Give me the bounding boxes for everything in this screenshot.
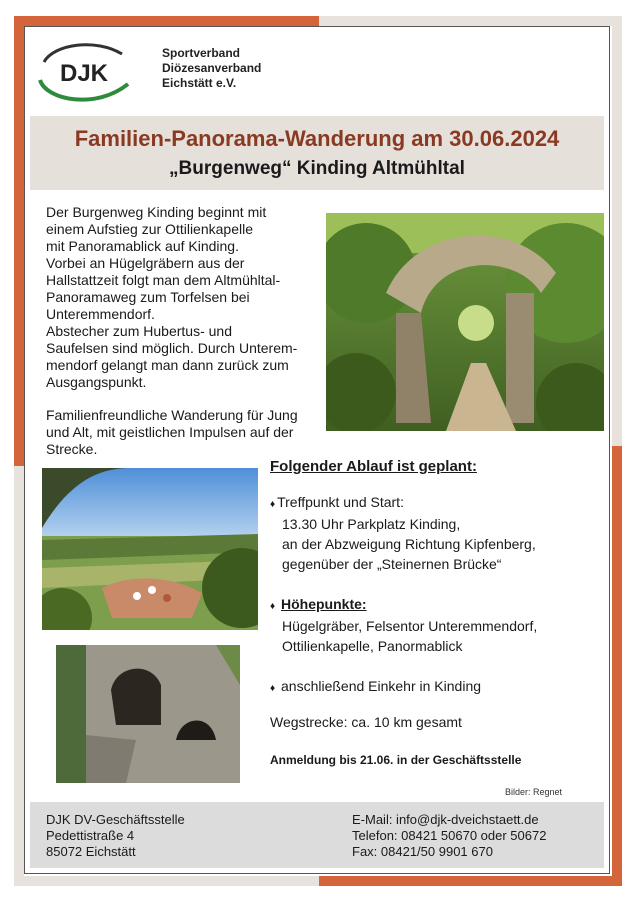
frame-bar-top-left xyxy=(14,16,319,26)
highlights-line: Ottilienkapelle, Panormablick xyxy=(282,638,463,654)
frame-bar-bottom-right xyxy=(319,876,622,886)
intro-line: Ausgangspunkt. xyxy=(46,374,147,390)
intro-line: mit Panoramablick auf Kinding. xyxy=(46,238,239,254)
schedule-heading: Folgender Ablauf ist geplant: xyxy=(270,458,477,475)
address-line: 85072 Eichstätt xyxy=(46,844,136,859)
intro-line: einem Aufstieg zur Ottilienkapelle xyxy=(46,221,253,237)
meeting-line: an der Abzweigung Richtung Kipfenberg, xyxy=(282,536,536,552)
photo-stone-arch-icon xyxy=(326,213,604,431)
bullet-diamond-icon: ♦ xyxy=(270,601,276,612)
after-event: ♦ anschließend Einkehr in Kinding xyxy=(270,678,482,694)
intro-line: Saufelsen sind möglich. Durch Unterem- xyxy=(46,340,298,356)
meeting-title: Treffpunkt und Start: xyxy=(277,494,404,510)
highlights-line: Hügelgräber, Felsentor Unteremmendorf, xyxy=(282,618,538,634)
contact-footer xyxy=(30,802,604,868)
highlights xyxy=(270,596,537,655)
event-title: Familien-Panorama-Wanderung am 30.06.2024 xyxy=(74,126,560,151)
intro-paragraph-2 xyxy=(46,407,318,458)
distance: Wegstrecke: ca. 10 km gesamt xyxy=(270,714,462,730)
address-line: Pedettistraße 4 xyxy=(46,828,135,843)
intro-line: und Alt, mit geistlichen Impulsen auf der xyxy=(46,424,294,440)
registration-deadline: Anmeldung bis 21.06. in der Geschäftsstelle xyxy=(270,753,522,767)
organization-name xyxy=(162,46,261,91)
phone-line: Telefon: 08421 50670 oder 50672 xyxy=(352,828,547,843)
event-subtitle: „Burgenweg“ Kinding Altmühltal xyxy=(169,158,465,179)
org-line-1: Sportverband xyxy=(162,46,241,60)
frame-bar-left-bottom xyxy=(14,466,24,886)
address-line: DJK DV-Geschäftsstelle xyxy=(46,812,185,827)
intro-text xyxy=(46,204,318,458)
bullet-diamond-icon: ♦ xyxy=(270,683,276,694)
logo-text: DJK xyxy=(60,60,109,87)
org-line-2: Diözesanverband xyxy=(162,61,262,75)
photo-cave-rock-icon xyxy=(56,645,240,783)
intro-paragraph-1 xyxy=(46,204,318,391)
address-block xyxy=(46,812,185,860)
meeting-point xyxy=(270,494,536,573)
fax-line: Fax: 08421/50 9901 670 xyxy=(352,844,493,859)
intro-line: Familienfreundliche Wanderung für Jung xyxy=(46,407,298,423)
intro-line: Panoramaweg zum Torfelsen bei xyxy=(46,289,250,305)
intro-line: Hallstattzeit folgt man dem Altmühltal- xyxy=(46,272,281,288)
bullet-diamond-icon: ♦ xyxy=(270,499,276,510)
frame-bar-right-bottom xyxy=(612,446,622,886)
frame-bar-top-right xyxy=(319,16,622,26)
photo-village-panorama-icon xyxy=(42,468,258,630)
frame-bar-right-top xyxy=(612,16,622,446)
intro-line: Der Burgenweg Kinding beginnt mit xyxy=(46,204,267,220)
contact-block xyxy=(352,812,546,860)
intro-line: Unteremmendorf. xyxy=(46,306,155,322)
highlights-title: Höhepunkte: xyxy=(281,596,367,612)
photo-credits: Bilder: Regnet xyxy=(505,787,563,797)
intro-line: Vorbei an Hügelgräbern aus der xyxy=(46,255,245,271)
frame-bar-left-top xyxy=(14,16,24,466)
email-line[interactable]: E-Mail: info@djk-dveichstaett.de xyxy=(352,812,539,827)
intro-line: Strecke. xyxy=(46,441,98,457)
intro-line: mendorf gelangt man dann zurück zum xyxy=(46,357,289,373)
org-line-3: Eichstätt e.V. xyxy=(162,76,237,90)
title-box xyxy=(30,116,604,190)
frame-bar-bottom-left xyxy=(14,876,319,886)
meeting-line: 13.30 Uhr Parkplatz Kinding, xyxy=(282,516,461,532)
intro-line: Abstecher zum Hubertus- und xyxy=(46,323,232,339)
djk-logo-icon xyxy=(36,40,136,104)
meeting-line: gegenüber der „Steinernen Brücke“ xyxy=(282,556,502,572)
